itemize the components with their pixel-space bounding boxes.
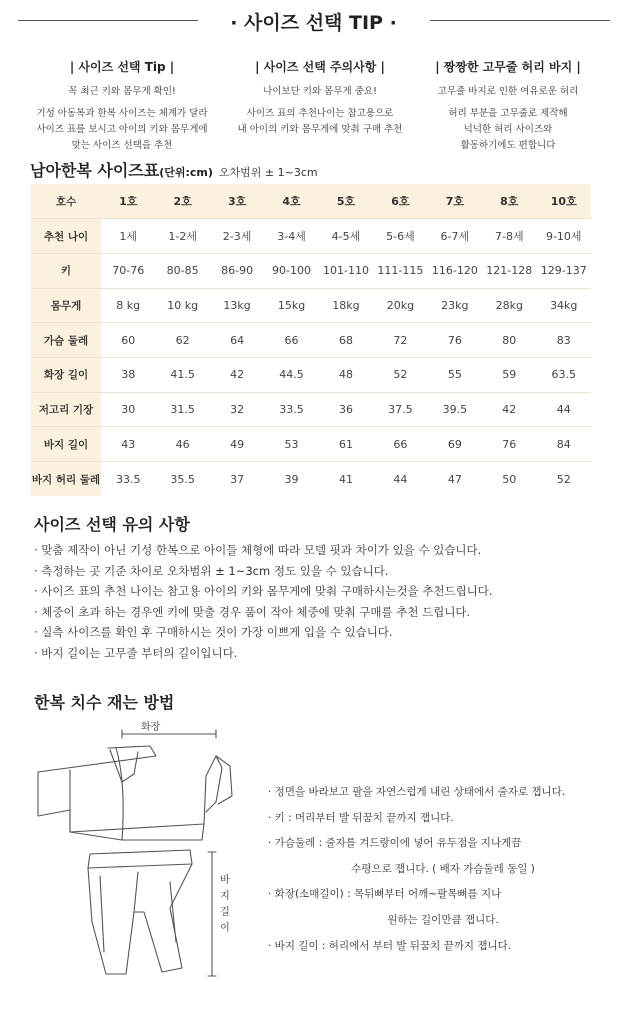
table-row <box>31 392 591 427</box>
header-divider-right <box>430 20 610 21</box>
table-row-label: 저고리 기장 <box>31 392 101 427</box>
table-cell: 101-110 <box>319 253 373 288</box>
list-item: · 맞춤 제작이 아닌 기성 한복으로 아이들 체형에 따라 모델 핏과 차이가 있을 수 있습니다. <box>34 543 482 557</box>
tips-section <box>0 58 627 151</box>
table-cell: 37.5 <box>373 392 427 427</box>
table-cell: 1-2세 <box>155 219 209 254</box>
pants-length-label-char: 지 <box>220 891 230 902</box>
table-cell: 32 <box>210 392 264 427</box>
table-header-cell: 4호 <box>264 184 318 219</box>
table-row-label: 가슴 둘레 <box>31 323 101 358</box>
table-cell: 52 <box>556 472 571 486</box>
list-item: · 사이즈 표의 추천 나이는 참고용 아이의 키와 몸무게에 맞춰 구매하시는것을 추천드립니다. <box>34 584 493 599</box>
tip-title: | 사이즈 선택 Tip | <box>69 60 175 74</box>
table-cell: 13kg <box>210 288 264 323</box>
table-row <box>31 253 591 288</box>
size-chart-title: 남아한복 사이즈표 <box>30 161 160 180</box>
table-cell: 39 <box>284 472 299 486</box>
table-cell: 33.5 <box>264 392 318 427</box>
table-cell: 36 <box>319 392 373 427</box>
table-cell: 7-8세 <box>482 219 536 254</box>
table-cell: 35.5 <box>170 472 195 486</box>
pants-length-label-char: 길 <box>220 907 230 918</box>
page-title: · 사이즈 선택 TIP · <box>230 12 397 34</box>
table-row <box>31 288 591 323</box>
table-cell: 55 <box>428 357 482 392</box>
list-item: · 체중이 초과 하는 경우엔 키에 맞출 경우 품이 작아 체중에 맞춰 구매를 추천 드립니다. <box>34 604 471 619</box>
tip-line: 꼭 최근 키와 몸무게 확인! <box>68 86 176 97</box>
table-cell: 59 <box>482 357 536 392</box>
table-cell: 50 <box>502 472 517 486</box>
tip-column-2 <box>220 58 420 138</box>
table-row <box>31 427 591 462</box>
table-cell: 9-10세 <box>537 219 592 254</box>
tip-column-3 <box>408 58 608 154</box>
table-cell: 41.5 <box>155 357 209 392</box>
measure-title: 한복 치수 재는 방법 <box>34 693 175 712</box>
table-cell: 70-76 <box>101 253 155 288</box>
tip-line: 활동하기에도 편합니다 <box>460 140 556 151</box>
table-cell: 76 <box>428 323 482 358</box>
pants-length-label-char: 이 <box>220 923 230 934</box>
pants-outline <box>88 850 192 974</box>
size-chart-unit: (단위:cm) <box>159 166 213 179</box>
table-header-label: 호수 <box>31 184 101 219</box>
table-cell: 10 kg <box>155 288 209 323</box>
table-cell: 64 <box>210 323 264 358</box>
tip-column-1 <box>22 58 222 154</box>
list-item: · 바지 길이 : 허리에서 부터 발 뒤꿈치 끝까지 잽니다. <box>268 939 512 952</box>
tip-title: | 사이즈 선택 주의사항 | <box>255 60 385 74</box>
table-row-label: 키 <box>31 253 101 288</box>
table-header-cell: 8호 <box>482 184 536 219</box>
table-cell: 33.5 <box>115 472 141 486</box>
table-cell: 86-90 <box>210 253 264 288</box>
pants-length-arrow <box>208 852 216 976</box>
table-cell: 44 <box>537 392 592 427</box>
notice-list <box>34 540 614 664</box>
list-item: · 정면을 바라보고 팔을 자연스럽게 내린 상태에서 줄자로 잽니다. <box>268 786 566 798</box>
table-row-label: 화장 길이 <box>31 357 101 392</box>
table-cell: 8 kg <box>101 288 155 323</box>
table-cell: 41 <box>338 472 353 486</box>
list-item: 수평으로 잽니다. ( 배자 가슴둘레 동일 ) <box>351 862 535 875</box>
table-cell: 34kg <box>537 288 592 323</box>
tip-title: | 짱짱한 고무줄 허리 바지 | <box>435 60 581 74</box>
table-cell: 31.5 <box>155 392 209 427</box>
tip-line: 사이즈 표를 보시고 아이의 키와 몸무게에 <box>36 124 208 135</box>
table-cell: 52 <box>373 357 427 392</box>
table-cell: 66 <box>373 427 427 462</box>
table-cell: 37 <box>230 472 245 486</box>
list-item: · 가슴둘레 : 줄자를 겨드랑이에 넣어 유두점을 지나게끔 <box>268 837 522 850</box>
table-cell: 90-100 <box>264 253 318 288</box>
table-cell: 111-115 <box>373 253 427 288</box>
table-cell: 38 <box>101 357 155 392</box>
table-cell: 83 <box>537 323 592 358</box>
sleeve-length-label: 화장 <box>141 722 161 733</box>
list-item: · 실측 사이즈를 확인 후 구매하시는 것이 가장 이쁘게 입을 수 있습니다. <box>34 625 393 640</box>
table-cell: 61 <box>319 427 373 462</box>
table-cell: 53 <box>264 427 318 462</box>
table-cell: 20kg <box>373 288 427 323</box>
table-cell: 60 <box>101 323 155 358</box>
table-row-label: 추천 나이 <box>31 219 101 254</box>
table-header-cell: 1호 <box>101 184 155 219</box>
table-cell: 1세 <box>101 219 155 254</box>
table-cell: 28kg <box>482 288 536 323</box>
table-cell: 80 <box>482 323 536 358</box>
table-cell: 44 <box>393 472 408 486</box>
table-row-label: 몸무게 <box>31 288 101 323</box>
table-cell: 129-137 <box>537 253 592 288</box>
table-cell: 39.5 <box>428 392 482 427</box>
size-chart-heading <box>30 158 318 181</box>
table-cell: 18kg <box>319 288 373 323</box>
table-header-cell: 3호 <box>210 184 264 219</box>
table-row-label: 바지 허리 둘레 <box>31 462 101 497</box>
table-row <box>31 323 591 358</box>
table-cell: 42 <box>210 357 264 392</box>
table-header-cell: 6호 <box>373 184 427 219</box>
table-cell: 72 <box>373 323 427 358</box>
tip-line: 나이보단 키와 몸무게 중요! <box>263 86 377 97</box>
tip-line: 고무줄 바지로 인한 여유로운 허리 <box>437 86 579 97</box>
table-cell: 116-120 <box>428 253 482 288</box>
table-cell: 42 <box>482 392 536 427</box>
notice-title: 사이즈 선택 유의 사항 <box>34 515 190 534</box>
table-cell: 84 <box>537 427 592 462</box>
table-header-cell: 5호 <box>319 184 373 219</box>
list-item: · 바지 길이는 고무줄 부터의 길이입니다. <box>34 645 238 660</box>
table-cell: 80-85 <box>155 253 209 288</box>
table-row <box>31 462 591 497</box>
size-chart-range: 오차범위 ± 1~3cm <box>218 166 318 179</box>
table-cell: 69 <box>428 427 482 462</box>
table-cell: 46 <box>155 427 209 462</box>
tip-line: 맞는 사이즈 선택을 추천 <box>71 140 173 151</box>
table-header-cell: 10호 <box>537 184 592 219</box>
table-cell: 68 <box>319 323 373 358</box>
table-row <box>31 219 591 254</box>
table-cell: 30 <box>101 392 155 427</box>
list-item: · 키 : 머리부터 발 뒤꿈치 끝까지 잽니다. <box>268 811 454 824</box>
table-cell: 76 <box>482 427 536 462</box>
table-cell: 43 <box>101 427 155 462</box>
table-header-cell: 7호 <box>428 184 482 219</box>
measure-steps <box>268 780 618 959</box>
table-cell: 48 <box>319 357 373 392</box>
list-item: 원하는 길이만큼 잽니다. <box>387 913 499 926</box>
section-header <box>0 6 627 36</box>
tip-line: 사이즈 표의 추천나이는 참고용으로 <box>246 108 394 119</box>
table-cell: 2-3세 <box>210 219 264 254</box>
table-cell: 62 <box>155 323 209 358</box>
table-cell: 44.5 <box>264 357 318 392</box>
pants-length-label <box>218 873 232 937</box>
list-item: · 측정하는 곳 기준 차이로 오차범위 ± 1~3cm 정도 있을 수 있습니다. <box>34 563 389 578</box>
tip-line: 넉넉한 허리 사이즈와 <box>463 124 553 135</box>
table-cell: 6-7세 <box>428 219 482 254</box>
sleeve-measure-arrow <box>122 730 216 738</box>
table-cell: 66 <box>264 323 318 358</box>
table-cell: 49 <box>210 427 264 462</box>
table-cell: 4-5세 <box>319 219 373 254</box>
table-cell: 63.5 <box>537 357 592 392</box>
tip-line: 내 아이의 키와 몸무게에 맞춰 구매 추천 <box>237 124 403 135</box>
tip-line: 허리 부분을 고무줄로 제작해 <box>448 108 568 119</box>
table-row-label: 바지 길이 <box>31 427 101 462</box>
table-cell: 121-128 <box>482 253 536 288</box>
table-cell: 23kg <box>428 288 482 323</box>
size-table <box>31 184 591 496</box>
table-cell: 5-6세 <box>373 219 427 254</box>
tip-line: 기성 아동복과 한복 사이즈는 체계가 달라 <box>36 108 208 119</box>
jacket-outline <box>38 746 232 840</box>
table-cell: 3-4세 <box>264 219 318 254</box>
pants-length-label-char: 바 <box>220 875 230 886</box>
table-row <box>31 357 591 392</box>
hanbok-diagram <box>30 712 270 992</box>
table-cell: 15kg <box>264 288 318 323</box>
list-item: · 화장(소매길이) : 목뒤뼈부터 어깨~팔목뼈를 지나 <box>268 888 502 901</box>
table-cell: 47 <box>447 472 462 486</box>
table-header-cell: 2호 <box>155 184 209 219</box>
table-header-row <box>31 184 591 219</box>
